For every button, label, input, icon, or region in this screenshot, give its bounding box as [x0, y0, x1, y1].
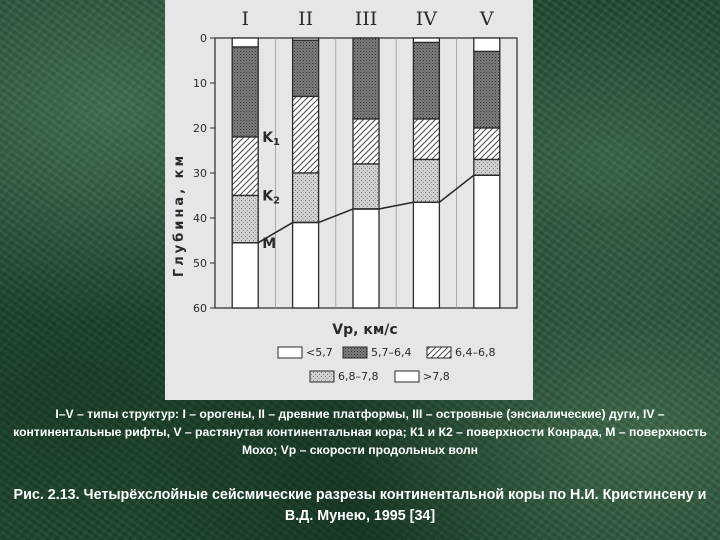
column-label: I — [241, 8, 249, 30]
layer-segment — [474, 128, 500, 160]
layer-segment — [293, 223, 319, 309]
column-label: II — [298, 8, 314, 30]
layer-segment — [232, 137, 258, 196]
layer-segment — [353, 38, 379, 119]
y-tick-label: 20 — [193, 122, 207, 135]
legend-swatch — [395, 371, 419, 382]
layer-segment — [413, 43, 439, 120]
layer-segment — [474, 38, 500, 52]
y-tick-label: 50 — [193, 257, 207, 270]
y-tick-label: 0 — [200, 32, 207, 45]
layer-segment — [413, 160, 439, 203]
legend-swatch — [427, 347, 451, 358]
annotation-K2: $K_2$ — [262, 188, 281, 207]
layer-segment — [353, 119, 379, 164]
x-axis-title: Vp, км/с — [332, 322, 398, 338]
annotation-subscript: 1 — [273, 137, 281, 148]
layer-segment — [353, 164, 379, 209]
layer-segment — [474, 175, 500, 308]
legend-label: >7,8 — [423, 370, 450, 383]
layer-segment — [293, 40, 319, 96]
layer-segment — [474, 160, 500, 176]
layer-segment — [413, 38, 439, 43]
figure-legend-note: I–V – типы структур: I – орогены, II – древние платформы, III – островные (энсиалические) дуги, IV – континентальные рифты, V – растянутая континентальная кора; К1 и К2 – поверхности Конрада, М – поверхность Мохо; Vp – скорости продольных волн — [13, 407, 707, 457]
figure-title: Рис. 2.13. Четырёхслойные сейсмические разрезы континентальной коры по Н.И. Кристинсену и В.Д. Мунею, 1995 [34] — [13, 487, 707, 524]
layer-segment — [413, 202, 439, 308]
annotation-subscript: 2 — [273, 195, 281, 207]
layer-segment — [474, 52, 500, 129]
legend-label: 6,8–7,8 — [338, 370, 379, 383]
legend-label: 6,4–6,8 — [455, 346, 496, 359]
layer-segment — [413, 119, 439, 160]
column-label: V — [479, 8, 494, 30]
legend-swatch — [343, 347, 367, 358]
layer-segment — [353, 209, 379, 308]
y-axis-title: Глубина, км — [172, 152, 187, 278]
legend-swatch — [278, 347, 302, 358]
layer-segment — [232, 38, 258, 47]
y-tick-label: 60 — [193, 302, 207, 315]
layer-segment — [293, 97, 319, 174]
legend-label: <5,7 — [306, 346, 333, 359]
layer-segment — [232, 47, 258, 137]
y-tick-label: 40 — [193, 212, 207, 225]
annotation-K1: $K_1$ — [262, 130, 281, 148]
column-label: III — [354, 8, 378, 30]
layer-segment — [232, 196, 258, 243]
column-label: IV — [415, 8, 438, 30]
annotation-M: M — [262, 235, 277, 252]
legend-swatch — [310, 371, 334, 382]
y-tick-label: 30 — [193, 167, 207, 180]
y-tick-label: 10 — [193, 77, 207, 90]
seismic-chart — [165, 0, 533, 400]
seismic-section-figure — [165, 0, 533, 400]
layer-segment — [293, 173, 319, 223]
legend-label: 5,7–6,4 — [371, 346, 412, 359]
layer-segment — [232, 243, 258, 308]
